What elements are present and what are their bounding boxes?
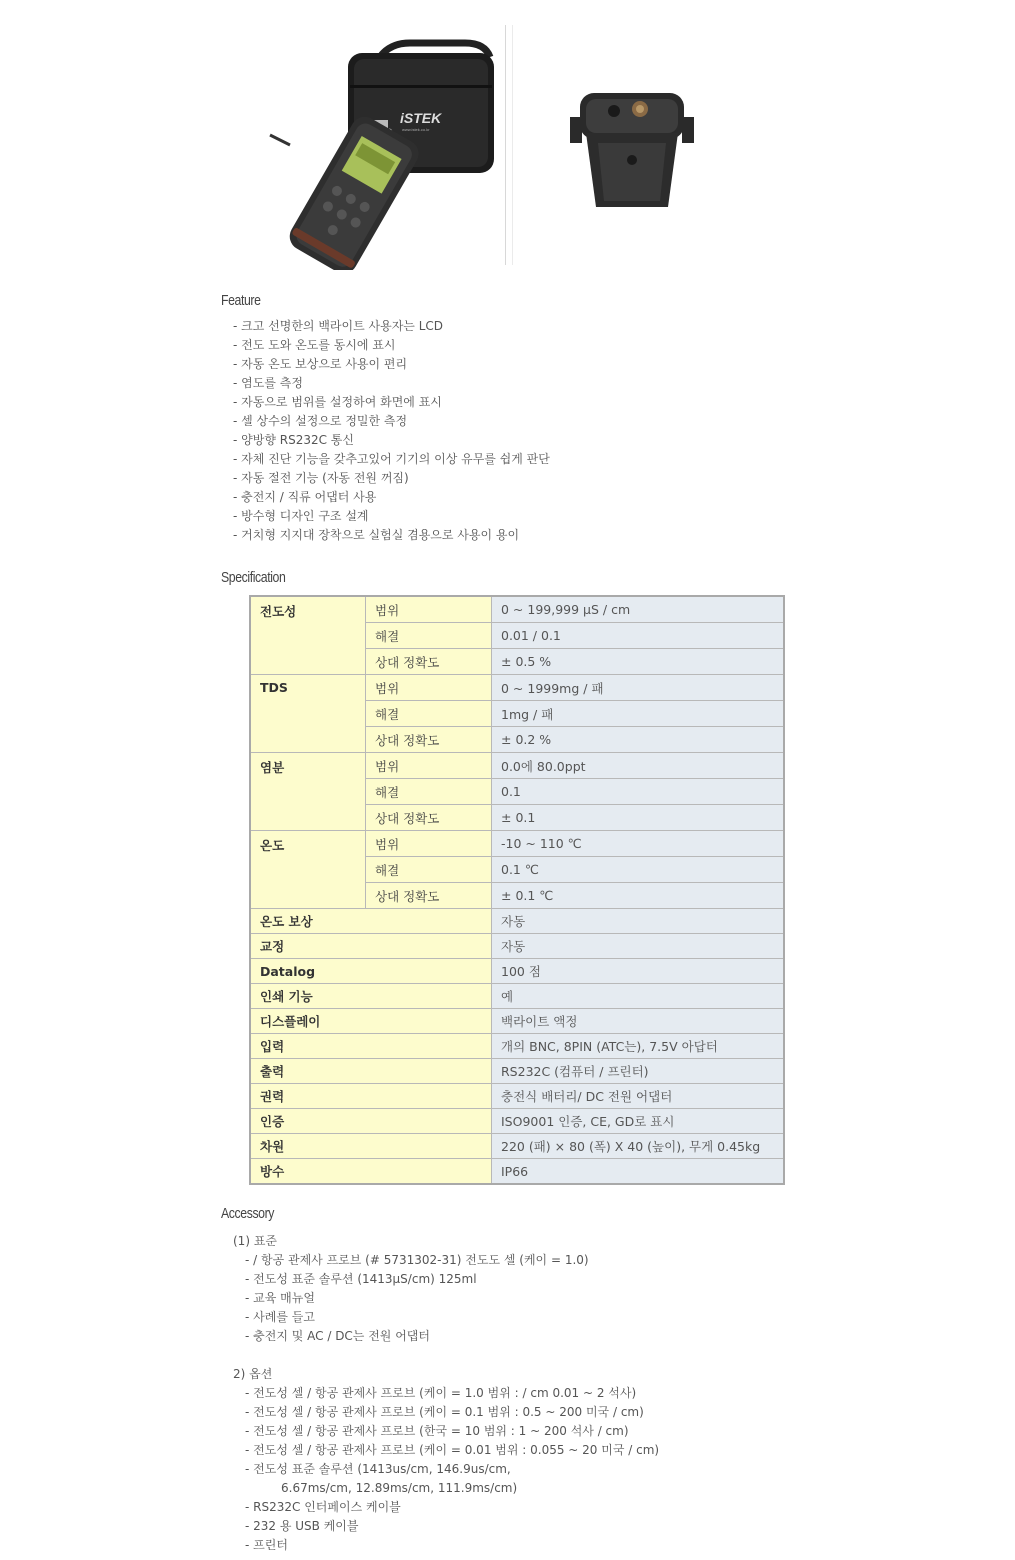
feature-item: - 충전지 / 직류 어댑터 사용 <box>233 490 377 504</box>
standard-item: - 전도성 표준 솔루션 (1413μS/cm) 125ml <box>245 1272 477 1286</box>
accessory-list <box>233 1232 659 1555</box>
spec-value: 자동 <box>492 909 785 934</box>
spec-sub-label: 범위 <box>366 675 492 701</box>
spec-value: 자동 <box>492 934 785 959</box>
spec-category: 전도성 <box>250 596 366 675</box>
option-heading: 2) 옵션 <box>233 1367 273 1381</box>
standard-heading: (1) 표준 <box>233 1234 277 1248</box>
spec-label: 방수 <box>250 1159 492 1185</box>
spec-sub-label: 상대 정확도 <box>366 883 492 909</box>
spec-value: 0.01 / 0.1 <box>492 623 785 649</box>
option-item: - 전도성 셀 / 항공 관제사 프로브 (케이 = 1.0 범위 : / cm 0.01 ~ 2 석사) <box>245 1386 637 1400</box>
feature-item: - 자동 온도 보상으로 사용이 편리 <box>233 357 408 371</box>
standard-item: - 충전지 및 AC / DC는 전원 어댑터 <box>245 1329 430 1343</box>
spec-sub-label: 상대 정확도 <box>366 649 492 675</box>
spec-sub-label: 해결 <box>366 779 492 805</box>
spec-label: 디스플레이 <box>250 1009 492 1034</box>
spec-row <box>250 1134 784 1159</box>
option-item: 6.67ms/cm, 12.89ms/cm, 111.9ms/cm) <box>281 1481 518 1495</box>
option-item: - 232 용 USB 케이블 <box>245 1519 359 1533</box>
spec-label: Datalog <box>250 959 492 984</box>
spec-row <box>250 675 784 701</box>
spec-value: ± 0.5 % <box>492 649 785 675</box>
spec-category: 염분 <box>250 753 366 831</box>
spec-row <box>250 934 784 959</box>
spec-label: 인쇄 기능 <box>250 984 492 1009</box>
option-item: - 전도성 셀 / 항공 관제사 프로브 (케이 = 0.1 범위 : 0.5 ~ 200 미국 / cm) <box>245 1405 644 1419</box>
spec-row <box>250 1109 784 1134</box>
spec-category: TDS <box>250 675 366 753</box>
spec-value: 백라이트 액정 <box>492 1009 785 1034</box>
product-photos <box>250 25 720 270</box>
spec-label: 권력 <box>250 1084 492 1109</box>
feature-item: - 자동으로 범위를 설정하여 화면에 표시 <box>233 395 442 409</box>
spec-value: -10 ~ 110 ℃ <box>492 831 785 857</box>
standard-item: - / 항공 관제사 프로브 (# 5731302-31) 전도도 셀 (케이 = 1.0) <box>245 1253 589 1267</box>
option-item: - RS232C 인터페이스 케이블 <box>245 1500 401 1514</box>
feature-item: - 셀 상수의 설정으로 정밀한 측정 <box>233 414 408 428</box>
feature-title: Feature <box>221 292 261 309</box>
feature-item: - 전도 도와 온도를 동시에 표시 <box>233 338 396 352</box>
spec-label: 입력 <box>250 1034 492 1059</box>
spec-label: 출력 <box>250 1059 492 1084</box>
spec-sub-label: 해결 <box>366 623 492 649</box>
feature-item: - 자체 진단 기능을 갖추고있어 기기의 이상 유무를 쉽게 판단 <box>233 452 550 466</box>
spec-value: ± 0.2 % <box>492 727 785 753</box>
spec-sub-label: 범위 <box>366 753 492 779</box>
spec-sub-label: 범위 <box>366 596 492 623</box>
spec-row <box>250 1059 784 1084</box>
spec-value: 0 ~ 199,999 μS / cm <box>492 596 785 623</box>
svg-text:iSTEK: iSTEK <box>400 110 442 126</box>
option-item: - 전도성 셀 / 항공 관제사 프로브 (한국 = 10 범위 : 1 ~ 200 석사 / cm) <box>245 1424 629 1438</box>
spec-row <box>250 753 784 779</box>
spec-label: 차원 <box>250 1134 492 1159</box>
spec-label: 온도 보상 <box>250 909 492 934</box>
spec-sub-label: 범위 <box>366 831 492 857</box>
spec-row <box>250 959 784 984</box>
feature-list <box>233 317 550 545</box>
spec-category: 온도 <box>250 831 366 909</box>
feature-item: - 염도를 측정 <box>233 376 303 390</box>
spec-value: 100 점 <box>492 959 785 984</box>
spec-row <box>250 596 784 623</box>
specification-title: Specification <box>221 569 286 586</box>
spec-row <box>250 984 784 1009</box>
feature-item: - 거치형 지지대 장착으로 실험실 겸용으로 사용이 용이 <box>233 528 520 542</box>
specification-table <box>249 595 785 1185</box>
feature-item: - 자동 절전 기능 (자동 전원 꺼짐) <box>233 471 409 485</box>
spec-value: RS232C (컴퓨터 / 프린터) <box>492 1059 785 1084</box>
spec-row <box>250 1084 784 1109</box>
option-item: - 전도성 표준 솔루션 (1413us/cm, 146.9us/cm, <box>245 1462 511 1476</box>
spec-value: 충전식 배터리/ DC 전원 어댑터 <box>492 1084 785 1109</box>
spec-value: 0.1 <box>492 779 785 805</box>
option-item: - 전도성 셀 / 항공 관제사 프로브 (케이 = 0.01 범위 : 0.055 ~ 20 미국 / cm) <box>245 1443 660 1457</box>
feature-item: - 방수형 디자인 구조 설계 <box>233 509 369 523</box>
spec-label: 교정 <box>250 934 492 959</box>
spec-value: 개의 BNC, 8PIN (ATC는), 7.5V 아답터 <box>492 1034 785 1059</box>
spec-row <box>250 1034 784 1059</box>
standard-item: - 교육 매뉴얼 <box>245 1291 315 1305</box>
accessory-title: Accessory <box>221 1205 275 1222</box>
spec-value: IP66 <box>492 1159 785 1185</box>
meter-back-stand <box>570 93 694 207</box>
product-kit-image <box>250 25 720 270</box>
spec-value: ± 0.1 ℃ <box>492 883 785 909</box>
spec-value: 1mg / 패 <box>492 701 785 727</box>
spec-value: ISO9001 인증, CE, GD로 표시 <box>492 1109 785 1134</box>
spec-row <box>250 909 784 934</box>
spec-value: 예 <box>492 984 785 1009</box>
feature-item: - 양방향 RS232C 통신 <box>233 433 354 447</box>
spec-value: 220 (패) × 80 (폭) X 40 (높이), 무게 0.45kg <box>492 1134 785 1159</box>
spec-sub-label: 상대 정확도 <box>366 727 492 753</box>
spec-sub-label: 해결 <box>366 701 492 727</box>
spec-value: 0.0에 80.0ppt <box>492 753 785 779</box>
option-item: - 프린터 <box>245 1538 288 1552</box>
spec-value: ± 0.1 <box>492 805 785 831</box>
feature-item: - 크고 선명한의 백라이트 사용자는 LCD <box>233 319 443 333</box>
spec-value: 0.1 ℃ <box>492 857 785 883</box>
svg-text:www.istek.co.kr: www.istek.co.kr <box>402 127 430 132</box>
spec-label: 인증 <box>250 1109 492 1134</box>
standard-item: - 사례를 들고 <box>245 1310 315 1324</box>
spec-row <box>250 1159 784 1185</box>
spec-sub-label: 해결 <box>366 857 492 883</box>
spec-row <box>250 831 784 857</box>
spec-value: 0 ~ 1999mg / 패 <box>492 675 785 701</box>
spec-sub-label: 상대 정확도 <box>366 805 492 831</box>
spec-row <box>250 1009 784 1034</box>
